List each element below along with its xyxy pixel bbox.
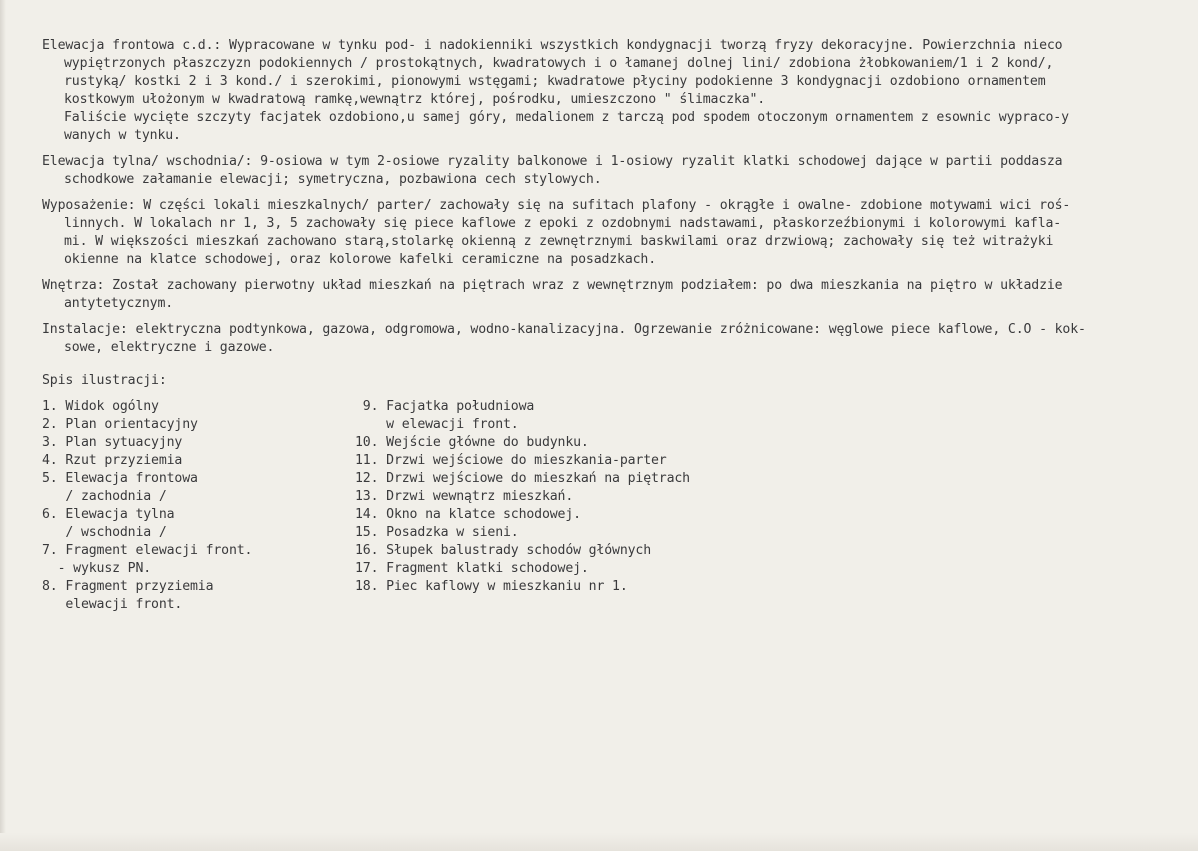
text-line: rustyką/ kostki 2 i 3 kond./ i szerokimi, pionowymi wstęgami; kwadratowe płyciny podokienne 3 kondygnacji ozdobiono ornamentem bbox=[64, 74, 1046, 89]
list-item: 17. Fragment klatki schodowej. bbox=[355, 561, 589, 576]
text-line: Wyposażenie: W części lokali mieszkalnych/ parter/ zachowały się na sufitach plafony - okrągłe i owalne- zdobione motywami wici roś- bbox=[42, 198, 1071, 213]
text-line: Instalacje: elektryczna podtynkowa, gazowa, odgromowa, wodno-kanalizacyjna. Ogrzewanie zróżnicowane: węglowe piece kaflowe, C.O - kok- bbox=[42, 322, 1086, 337]
paragraph-interiors bbox=[42, 277, 1182, 313]
list-item: elewacji front. bbox=[42, 597, 183, 612]
list-item: 16. Słupek balustrady schodów głównych bbox=[355, 543, 652, 558]
text-line: wanych w tynku. bbox=[64, 128, 181, 143]
paragraph-equipment bbox=[42, 197, 1182, 269]
text-line: linnych. W lokalach nr 1, 3, 5 zachowały się piece kaflowe z epoki z ozdobnymi nadstawami, płaskorzeźbionymi i kolorowymi kafla- bbox=[64, 216, 1062, 231]
list-item: 5. Elewacja frontowa bbox=[42, 471, 198, 486]
list-item: 3. Plan sytuacyjny bbox=[42, 435, 183, 450]
list-item: - wykusz PN. bbox=[42, 561, 152, 576]
list-item: 4. Rzut przyziemia bbox=[42, 453, 183, 468]
list-item: 8. Fragment przyziemia bbox=[42, 579, 214, 594]
illustrations-list-right bbox=[355, 398, 690, 596]
text-line: Elewacja frontowa c.d.: Wypracowane w tynku pod- i nadokienniki wszystkich kondygnacji tworzą fryzy dekoracyjne. Powierzchnia nieco bbox=[42, 38, 1063, 53]
list-item: 15. Posadzka w sieni. bbox=[355, 525, 519, 540]
text-line: Elewacja tylna/ wschodnia/: 9-osiowa w tym 2-osiowe ryzality balkonowe i 1-osiowy ryzalit klatki schodowej dające w partii poddasza bbox=[42, 154, 1063, 169]
list-item: 10. Wejście główne do budynku. bbox=[355, 435, 589, 450]
paragraph-front-elevation bbox=[42, 37, 1182, 145]
list-item: 18. Piec kaflowy w mieszkaniu nr 1. bbox=[355, 579, 628, 594]
list-item: / wschodnia / bbox=[42, 525, 167, 540]
illustrations-heading: Spis ilustracji: bbox=[42, 373, 167, 388]
text-line: mi. W większości mieszkań zachowano starą,stolarkę okienną z zewnętrznymi baskwilami oraz drzwiową; zachowały się też witrażyki bbox=[64, 234, 1054, 249]
text-line: schodkowe załamanie elewacji; symetryczna, pozbawiona cech stylowych. bbox=[64, 172, 602, 187]
list-item: w elewacji front. bbox=[355, 417, 519, 432]
list-item: 2. Plan orientacyjny bbox=[42, 417, 198, 432]
text-line: Wnętrza: Został zachowany pierwotny układ mieszkań na piętrach wraz z wewnętrznym podziałem: po dwa mieszkania na piętro w układzie bbox=[42, 278, 1063, 293]
text-line: sowe, elektryczne i gazowe. bbox=[64, 340, 275, 355]
paper-edge-left bbox=[0, 0, 6, 851]
list-item: 1. Widok ogólny bbox=[42, 399, 159, 414]
description-text bbox=[42, 37, 1182, 365]
text-line: Faliście wycięte szczyty facjatek ozdobiono,u samej góry, medalionem z tarczą pod spodem otoczonym ornamentem z esownic wypraco-y bbox=[64, 110, 1069, 125]
text-line: okienne na klatce schodowej, oraz kolorowe kafelki ceramiczne na posadzkach. bbox=[64, 252, 657, 267]
illustrations-list-left bbox=[42, 398, 252, 614]
paragraph-rear-elevation bbox=[42, 153, 1182, 189]
list-item: 7. Fragment elewacji front. bbox=[42, 543, 253, 558]
paper-edge-bottom bbox=[0, 833, 1198, 851]
text-line: kostkowym ułożonym w kwadratową ramkę,wewnątrz której, pośrodku, umieszczono " ślimaczka". bbox=[64, 92, 766, 107]
text-line: antytetycznym. bbox=[64, 296, 174, 311]
list-item: 13. Drzwi wewnątrz mieszkań. bbox=[355, 489, 574, 504]
list-item: 9. Facjatka południowa bbox=[355, 399, 535, 414]
text-line: wypiętrzonych płaszczyzn podokiennych / prostokątnych, kwadratowych i o łamanej dolnej lini/ zdobiona żłobkowaniem/1 i 2 kond/, bbox=[64, 56, 1054, 71]
list-item: 11. Drzwi wejściowe do mieszkania-parter bbox=[355, 453, 667, 468]
list-item: / zachodnia / bbox=[42, 489, 167, 504]
list-item: 12. Drzwi wejściowe do mieszkań na piętrach bbox=[355, 471, 690, 486]
list-item: 6. Elewacja tylna bbox=[42, 507, 175, 522]
list-item: 14. Okno na klatce schodowej. bbox=[355, 507, 581, 522]
paragraph-installations bbox=[42, 321, 1182, 357]
